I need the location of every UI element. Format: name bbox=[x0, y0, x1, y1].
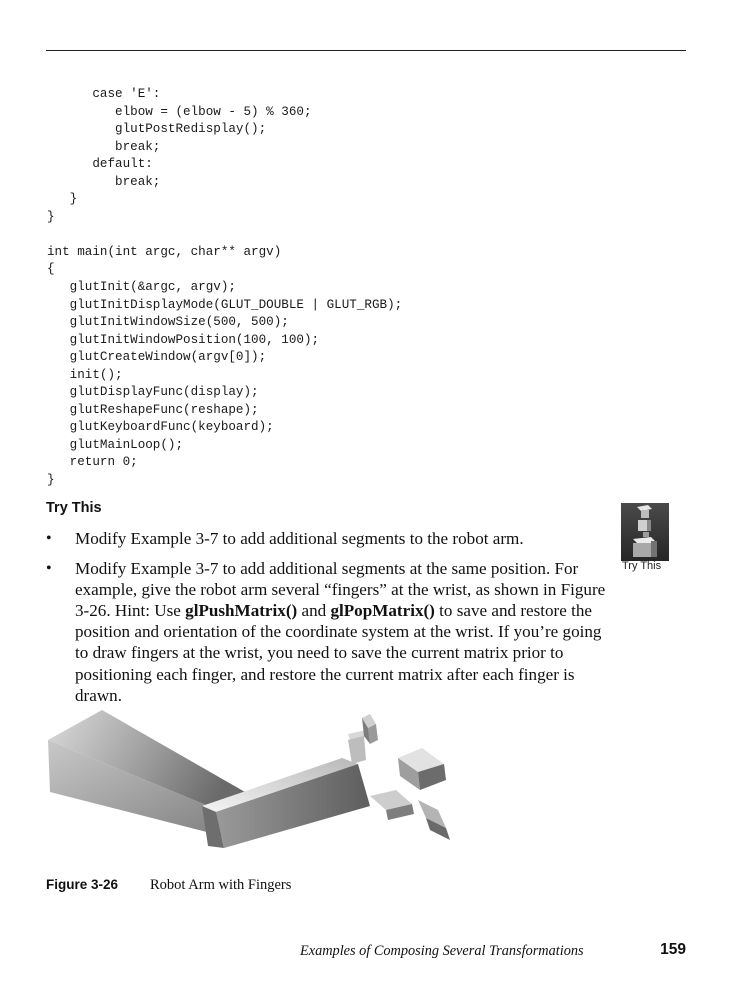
code-line: glutInitWindowPosition(100, 100); bbox=[47, 332, 320, 347]
bullet-text-part: Modify Example 3-7 to add additional segments at the same position. For example, give the robot arm several “fingers” at the wrist, as shown in Figure 3-26. Hint: Use bbox=[75, 559, 606, 621]
try-this-icon-caption: Try This bbox=[622, 560, 662, 572]
code-line: case 'E': bbox=[47, 87, 161, 101]
code-line: } bbox=[47, 473, 55, 488]
code-line: default: bbox=[47, 157, 153, 172]
code-line: break; bbox=[47, 139, 161, 154]
code-line: glutCreateWindow(argv[0]); bbox=[47, 350, 267, 365]
code-line: glutMainLoop(); bbox=[47, 437, 184, 452]
code-line: glutInit(&argc, argv); bbox=[47, 280, 236, 295]
code-line: glutInitWindowSize(500, 500); bbox=[47, 315, 289, 330]
figure-caption-text: Robot Arm with Fingers bbox=[150, 877, 292, 893]
robot-arm-figure bbox=[46, 700, 466, 850]
page-number: 159 bbox=[660, 941, 686, 958]
bullet-text-part: and bbox=[297, 601, 331, 621]
code-line: glutDisplayFunc(display); bbox=[47, 385, 259, 400]
code-line: glutReshapeFunc(reshape); bbox=[47, 402, 259, 417]
try-this-list bbox=[46, 528, 616, 715]
code-line: glutInitDisplayMode(GLUT_DOUBLE | GLUT_RGB); bbox=[47, 297, 403, 312]
code-line: int main(int argc, char** argv) bbox=[47, 244, 282, 259]
function-name: glPushMatrix() bbox=[185, 601, 298, 621]
function-name: glPopMatrix() bbox=[330, 601, 435, 621]
code-line: return 0; bbox=[47, 455, 138, 470]
code-line: glutKeyboardFunc(keyboard); bbox=[47, 420, 274, 435]
code-line: break; bbox=[47, 174, 161, 189]
code-line: glutPostRedisplay(); bbox=[47, 122, 267, 137]
code-line: elbow = (elbow - 5) % 360; bbox=[47, 104, 312, 119]
list-item bbox=[46, 558, 616, 706]
code-line bbox=[47, 226, 402, 244]
try-this-robot-icon bbox=[621, 503, 669, 561]
code-line: } bbox=[47, 209, 55, 224]
bullet-marker: • bbox=[46, 530, 52, 547]
bullet-marker: • bbox=[46, 560, 52, 578]
figure-caption bbox=[46, 877, 291, 894]
header-rule bbox=[46, 50, 686, 51]
code-line: init(); bbox=[47, 367, 123, 382]
list-item bbox=[46, 528, 616, 549]
code-line: { bbox=[47, 262, 55, 277]
bullet-text: Modify Example 3-7 to add additional segments to the robot arm. bbox=[75, 529, 524, 548]
code-line: } bbox=[47, 192, 78, 207]
bullet-text-part: to save and restore the position and orientation of the coordinate system at the wrist. If you’re going to draw fingers at the wrist, you need to save the current matrix prior to positioning each finger, and restore the current matrix after each finger is drawn. bbox=[75, 601, 602, 705]
bullet-text bbox=[75, 559, 605, 705]
figure-number: Figure 3-26 bbox=[46, 877, 119, 892]
try-this-heading: Try This bbox=[46, 500, 102, 516]
code-listing bbox=[47, 86, 402, 490]
running-title: Examples of Composing Several Transformations bbox=[300, 943, 584, 959]
